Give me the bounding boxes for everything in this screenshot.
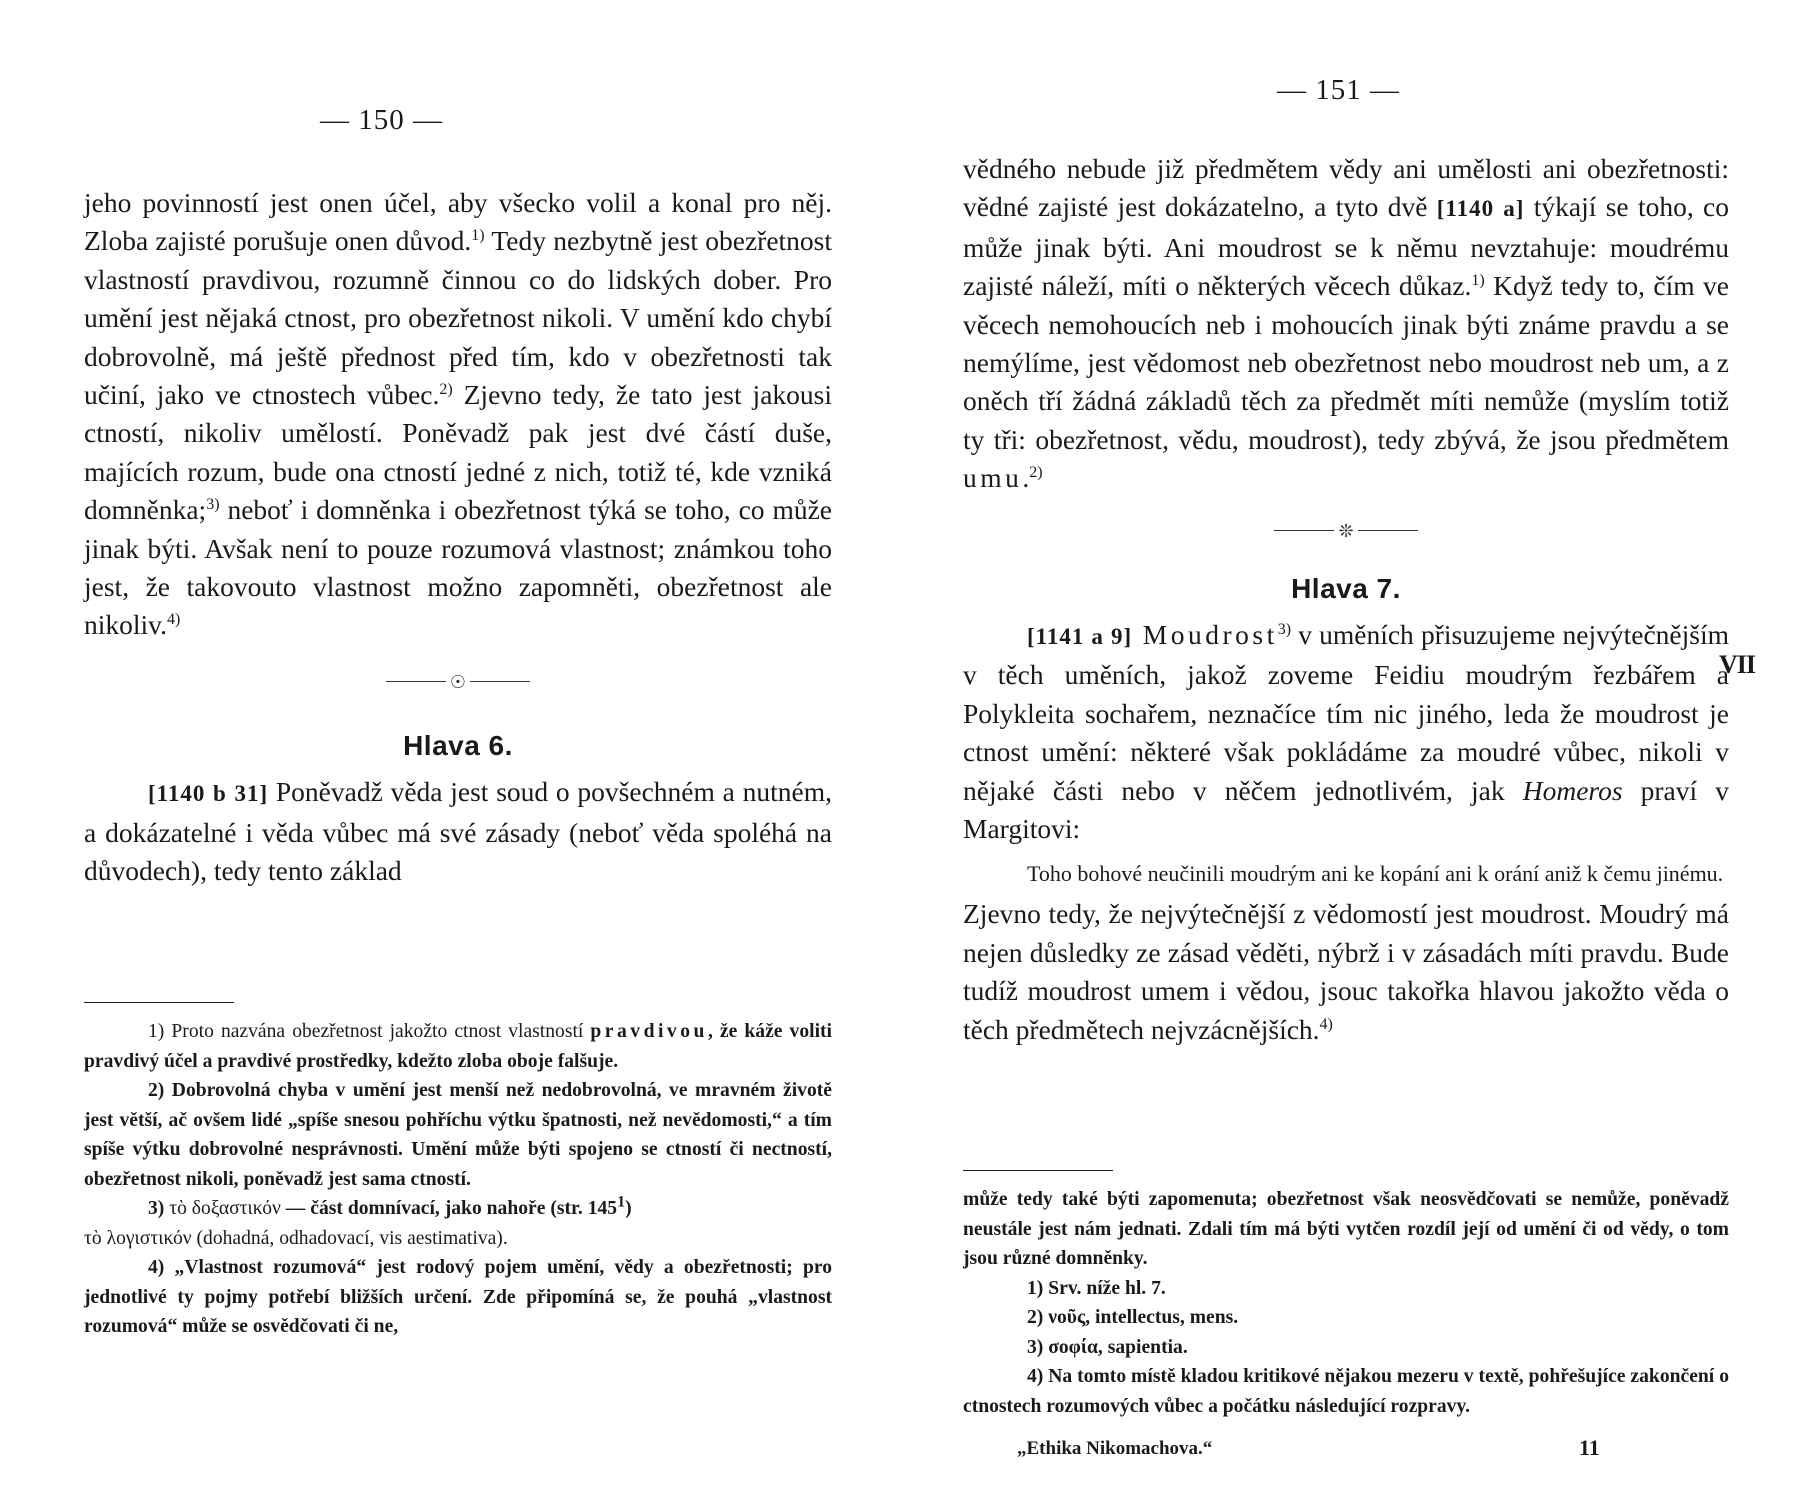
footnote-ref[interactable]: 1): [1471, 272, 1485, 290]
footnote: 2) νοῦς, intellectus, mens.: [1027, 1307, 1239, 1328]
footnote: 4) Na tomto místě kladou kritikové nějakou mezeru v textě, pohřešujíce zakončení o ctnostech rozumových vůbec a počátku následující rozpravy.: [963, 1366, 1729, 1417]
paragraph: [1141 a 9] Moudrost$^{3)}$ v uměních přisuzujeme nejvýtečnějším v těch uměních, jakož zoveme Feidiu moudrým řezbářem a Polykleita sochařem, neznačíce tím nic jiného, leda že moudrost je ctnost umění: některé však pokládáme za moudré vůbec, nikoli v nějaké části nebo v něčem jednotlivém, jak Homeros praví v Margitovi:: [963, 618, 1730, 844]
ornament-icon: ❊: [1338, 520, 1354, 541]
footnote: 4) „Vlastnost rozumová“ jest rodový pojem umění, vědy a obezřetnosti; pro jednotlivé ty pojmy potřebí bližších určení. Zde připomíná se, že pouhá „vlastnost rozumová“ může se osvědčovati či ne,: [84, 1257, 832, 1337]
footnote-ref[interactable]: 3): [1277, 620, 1292, 638]
footnote: 3) τὸ δοξαστικόν — část domnívací, jako nahoře (str. $145^1$) τὸ λογιστικόν (dohadná, odhadovací, vis aestimativa).: [84, 1193, 632, 1249]
footnote-rule: [963, 1170, 1113, 1171]
footnote: 3) σοφία, sapientia.: [1027, 1336, 1188, 1358]
footnote: 2) Dobrovolná chyba v umění jest menší než nedobrovolná, ve mravném životě jest větší, ač ovšem lidé „spíše snesou pohříchu výtku špatnosti, než nevědomosti,“ a tím spíše výtku dobrovolné nesprávnosti. Umění může býti spojeno se ctností či nectností, obezřetnost nikoli, poněvadž jest sama ctností.: [84, 1080, 832, 1190]
footnote-ref[interactable]: 4): [1319, 1015, 1333, 1033]
verse-quote: Toho bohové neučinili moudrým ani ke kopání ani k orání aniž k čemu jinému.: [1027, 861, 1724, 887]
paragraph: jeho povinností jest onen účel, aby všecko volil a konal pro něj. Zloba zajisté porušuje onen důvod.$^{1)}$ Tedy nezbytně jest obezřetnost vlastností pravdivou, rozumně činnou co do lidských dober. Pro umění jest nějaká ctnost, pro obezřetnost nikoli. V umění kdo chybí dobrovolně, má ještě přednost před tím, kdo v obezřetnosti tak učiní, jako ve ctnostech vůbec.$^{2)}$ Zjevno tedy, že tato jest jakousi ctností, nikoliv umělostí. Poněvadž pak jest dvé částí duše, majících rozum, bude ona ctností jedné z nich, totiž té, kde vzniká domněnka;$^{3)}$ neboť i domněnka i obezřetnost týká se toho, co může jinak býti. Avšak není to pouze rozumová vlastnost; známkou toho jest, že takovouto vlastnost možno zapomněti, obezřetnost ale nikoliv.$^{4)}$: [84, 187, 833, 641]
chapter-margin-number: VII: [1719, 650, 1756, 679]
chapter-heading: Hlava 6.: [403, 729, 513, 761]
signature-mark: „Ethika Nikomachova.“: [1017, 1438, 1213, 1459]
footnote-ref[interactable]: 2): [1029, 464, 1043, 482]
main-text: [84, 184, 832, 890]
bekker-reference: [1140 b 31]: [148, 781, 269, 807]
page-number: — 151 —: [1277, 74, 1400, 106]
section-separator: [84, 671, 832, 691]
footnotes: [84, 1002, 832, 1342]
footnote-rule: [84, 1002, 234, 1003]
right-page: [909, 0, 1818, 1500]
ornament-icon: ☉: [449, 671, 467, 692]
bekker-reference: [1140 a]: [1436, 196, 1525, 222]
paragraph: [1140 b 31] Poněvadž věda jest soud o povšechném a nutném, a dokázatelné i věda vůbec má své zásady (neboť věda spoléhá na důvodech), tedy tento základ: [84, 776, 832, 886]
footnotes: [963, 1170, 1729, 1421]
main-text: [963, 150, 1729, 1049]
paragraph: vědného nebude již předmětem vědy ani umělosti ani obezřetnosti: vědné zajisté jest dokázatelno, a tyto dvě [1140 a] týkají se toho, co může jinak býti. Ani moudrost se k němu nevztahuje: moudrému zajisté náleží, míti o některých věcech důkaz.$^{1)}$ Když tedy to, čím ve věcech nemohoucích neb i mohoucích jinak býti známe pravdu a se nemýlíme, jest vědomost neb obezřetnost nebo moudrost neb um, a z oněch tří žádná základů těch za předmět míti nemůže (myslím totiž ty tři: obezřetnost, vědu, moudrost), tedy zbývá, že jsou předmětem umu.$^{2)}$: [963, 153, 1729, 494]
footnote-ref[interactable]: 2): [439, 380, 453, 398]
footnote-ref[interactable]: 4): [167, 611, 181, 629]
footnote-ref[interactable]: 1): [471, 227, 485, 245]
footnote: 1) Proto nazvána obezřetnost jakožto ctnost vlastností pravdivou, že káže voliti pravdivý účel a pravdivé prostředky, kdežto zloba oboje falšuje.: [84, 1021, 832, 1072]
chapter-heading: Hlava 7.: [1291, 572, 1401, 604]
paragraph: Zjevno tedy, že nejvýtečnější z vědomostí jest moudrost. Moudrý má nejen důsledky ze zásad věděti, nýbrž i v zásadách míti pravdu. Bude tudíž moudrost umem i vědou, jsouc takořka hlavou jakožto věda o těch předmětech nejvzácnějších.$^{4)}$: [963, 898, 1729, 1045]
sheet-number: 11: [1579, 1435, 1600, 1460]
footnote-continuation: může tedy také býti zapomenuta; obezřetnost však neosvědčovati se nemůže, poněvadž neustále jest nám jednati. Zdali tím má býti vytčen rozdíl její od umění či od vědy, o tom jsou různé domněnky.: [963, 1189, 1729, 1269]
page-number: — 150 —: [320, 104, 443, 136]
section-separator: [963, 520, 1729, 540]
footnote: 1) Srv. níže hl. 7.: [1027, 1277, 1166, 1299]
footnote-ref[interactable]: 3): [206, 496, 220, 514]
bekker-reference: [1141 a 9]: [1027, 623, 1133, 649]
